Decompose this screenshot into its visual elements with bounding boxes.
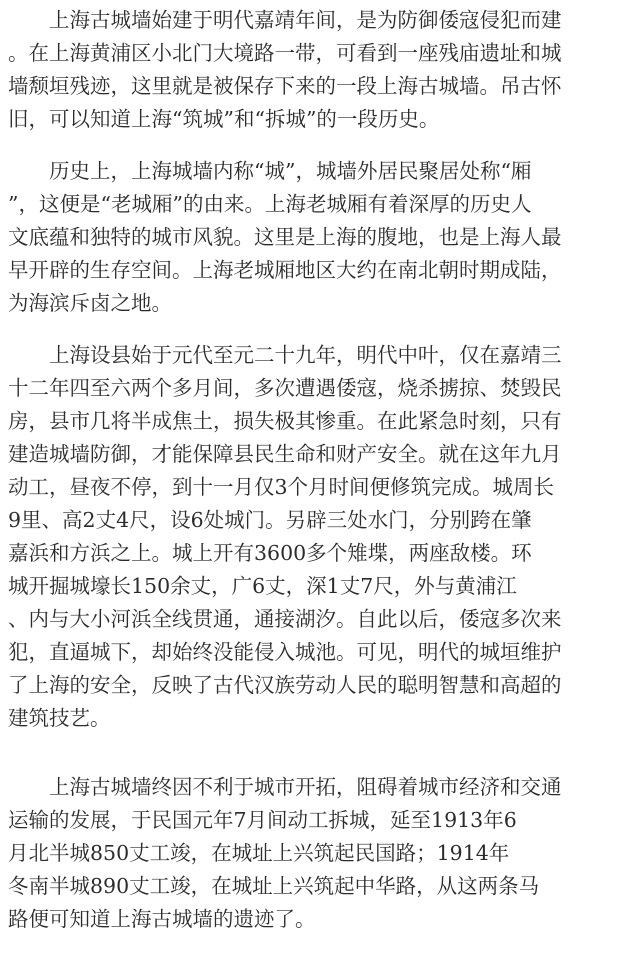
text-line: 建造城墙防御，才能保障县民生命和财产安全。就在这年九月 [8,442,562,466]
text-line: 上海古城墙始建于明代嘉靖年间，是为防御倭寇侵犯而建 [8,8,562,32]
text-line: 动工，昼夜不停，到十一月仅3个月时间便修筑完成。城周长 [8,475,555,499]
text-line: 为海滨斥卤之地。 [8,291,172,315]
text-line: 城开掘城壕长150余丈，广6丈，深1丈7尺，外与黄浦江 [8,574,517,598]
text-line: 运输的发展，于民国元年7月间动工拆城，延至1913年6 [8,808,517,832]
text-line: 上海古城墙终因不利于城市开拓，阻碍着城市经济和交通 [8,775,562,799]
text-line: 历史上，上海城墙内称“城”，城墙外居民聚居处称“厢 [8,159,532,183]
paragraph-wall-demolition [8,771,638,936]
text-line: 十二年四至六两个多月间，多次遭遇倭寇，烧杀掳掠、焚毁民 [8,376,562,400]
text-line: ”，这便是“老城厢”的由来。上海老城厢有着深厚的历史人 [8,192,532,216]
text-line: 嘉浜和方浜之上。城上开有3600多个雉堞，两座敌楼。环 [8,541,532,565]
text-line: 了上海的安全，反映了古代汉族劳动人民的聪明智慧和高超的 [8,673,562,697]
text-line: 房，县市几将半成焦土，损失极其惨重。在此紧急时刻，只有 [8,409,562,433]
paragraph-city-wall-origin [8,4,638,136]
text-line: 冬南半城890丈工竣，在城址上兴筑起中华路，从这两条马 [8,874,540,898]
text-line: 。在上海黄浦区小北门大境路一带，可看到一座残庙遗址和城 [8,41,562,65]
text-line: 墙颓垣残迹，这里就是被保存下来的一段上海古城墙。吊古怀 [8,74,562,98]
text-line: 旧，可以知道上海“筑城”和“拆城”的一段历史。 [8,107,440,131]
paragraph-old-city-history [8,155,638,320]
text-line: 建筑技艺。 [8,706,111,730]
text-line: 犯，直逼城下，却始终没能侵入城池。可见，明代的城垣维护 [8,640,562,664]
text-line: 、内与大小河浜全线贯通，通接湖汐。自此以后，倭寇多次来 [8,607,562,631]
text-line: 9里、高2丈4尺，设6处城门。另辟三处水门，分别跨在肇 [8,508,532,532]
text-line: 月北半城850丈工竣，在城址上兴筑起民国路；1914年 [8,841,510,865]
text-line: 文底蕴和独特的城市风貌。这里是上海的腹地，也是上海人最 [8,225,562,249]
text-line: 上海设县始于元代至元二十九年，明代中叶，仅在嘉靖三 [8,343,562,367]
text-line: 早开辟的生存空间。上海老城厢地区大约在南北朝时期成陆， [8,258,562,282]
text-line: 路便可知道上海古城墙的遗迹了。 [8,907,316,931]
paragraph-wall-construction [8,339,638,735]
